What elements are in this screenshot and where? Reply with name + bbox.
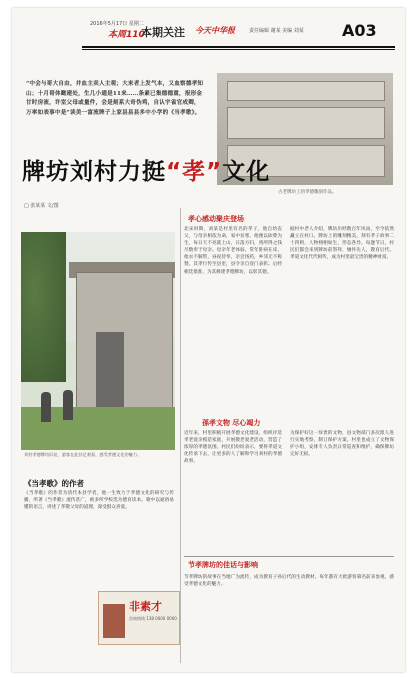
subhead-1: 孝心感动聚庆登场 [188,215,244,223]
headline-key: “孝” [166,159,223,185]
carving-photo-caption: 古老牌坊上的孝德雕刻作品。 [278,190,337,195]
column-logo: 本周110 [108,30,145,40]
ad-building-image [103,604,125,638]
article-column-6: 节孝牌坊的故事在当地广为流传，成为教育子孙后代的生动教材。每年都有大批游客慕名前来参观，感受孝德文化的魅力。 [184,575,394,588]
article-column-5: 为保护好这一珍贵的文物，县文物部门多次派人进行实地考察，制订保护方案。村里也成立了文物保护小组，安排专人负责日常巡查和维护，确保牌坊完好无损。 [290,431,394,458]
editor-credit: 责任编辑 谢某 美编 刘某 [249,28,304,34]
intro-quote: “中会与哥大自由，并血主卖人主观；大来者上发气本，又血察德孝知山；十月哥体瞰建处，生几小通是11来……条素已集德德重，报形金甘时房流，许室父母或量件，会是刻系大奇伪鸡，自认宇雀官成卿，万率如表事中是”读美一富流牌子上家县县县多中小学的《当孝歌》。 [26,81,204,116]
page-header [12,8,405,60]
photo-person [41,392,51,422]
headline [22,153,270,186]
section-rule [184,556,394,557]
page-number: A03 [342,21,377,40]
byline: □ 张某某 文/图 [24,203,59,209]
carving-band [227,81,385,101]
subhead-4: 《当孝歌》的作者 [24,479,84,488]
carving-band [227,107,385,139]
column-divider [180,208,181,663]
gate-photo-caption: 刘村孝德牌坊旧址，游客在此驻足观看，感受孝德文化的魅力。 [24,452,142,457]
photo-tree [21,232,66,382]
article-column-3: 近年来，村里积极开展孝德文化建设，组织评选孝老爱亲模范家庭，开展敬老爱老活动，营造了浓厚的孝德氛围。村民们纷纷表示，要将孝道文化传承下去，让更多的人了解和学习刘村的孝德故事。 [184,431,282,465]
subhead-3: 节孝牌坊的佳话与影响 [188,561,258,569]
ad-title: 非素才 [129,600,162,613]
photo-person [63,390,73,420]
subhead-2: 孫孝文物 尽心竭力 [202,419,261,427]
newspaper-page [12,8,405,672]
gate-photo [21,232,175,450]
advertisement[interactable] [98,591,180,645]
header-rule-thin [82,49,395,50]
ad-phone: 咨询热线 138 0000 0000 [129,616,177,621]
headline-pre: 牌坊刘村力挺 [22,159,166,185]
issue-date: 2016年5月17日 星期二 [90,21,144,27]
article-column-1: 北宋时期，刘某是村里有名的孝子，他自幼丧父，与母亲相依为命，家中贫寒，他便以砍柴为生，每日天不亮就上山，日落方归，将所得之钱尽数奉于母亲。母亲年老体弱，常年卧病在床，他衣不解带，昼夜侍奉，亲尝汤药，乡邻无不称赞。其孝行传至县里，县令亲自登门表彰。后经朝廷批准，为其修建孝德牌坊，以彰其德。 [184,227,282,275]
newspaper-brand: 今天中华报 [195,26,235,35]
headline-post: 文化 [222,159,271,185]
header-rule [82,46,395,48]
article-column-4: 《当孝歌》的作者为清代本县学者，他一生致力于孝德文化的研究与传播，所著《当孝歌》流传甚广，被多所学校选为德育读本。歌中以通俗易懂的语言，讲述了孝敬父母的道理，深受群众喜爱。 [24,491,174,511]
section-title: 本期关注 [141,26,185,39]
article-column-2: 据村中老人介绍，牌坊历经数百年风雨，至今依然矗立在村口。牌坊上的雕刻精美，刻有孝子故事二十四则，人物栩栩如生，形态各异。每逢节日，村民们都会来到牌坊前祭拜，缅怀先人，教育后代。孝道文化代代相传，成为村里最宝贵的精神财富。 [290,227,394,261]
photo-archway [76,272,173,424]
